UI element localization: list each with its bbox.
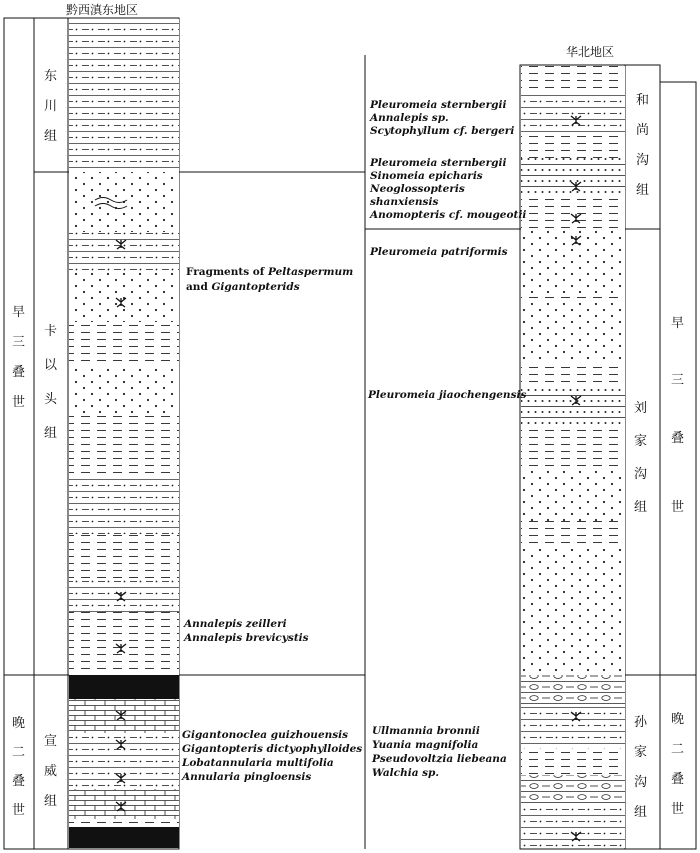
formation-heshanggou-3: 沟 <box>636 153 650 168</box>
epoch-early-triassic-right-1: 早 <box>671 316 685 331</box>
formation-kayitou-3: 头 <box>44 392 58 407</box>
epoch-late-permian-right-2: 二 <box>671 742 685 757</box>
formation-heshanggou-4: 组 <box>636 183 650 198</box>
fossil-sinomeia-epicharis: Sinomeia epicharis <box>370 170 483 182</box>
region-title-left: 黔西滇东地区 <box>66 3 139 17</box>
fossil-annularia-pingloensis: Annularia pingloensis <box>182 771 312 783</box>
left-frame <box>4 18 365 849</box>
epoch-late-permian-left-1: 晚 <box>12 716 26 731</box>
epoch-early-triassic-left-2: 三 <box>12 335 26 350</box>
epoch-late-permian-right-4: 世 <box>671 802 685 817</box>
formation-sunjiagou-2: 家 <box>634 745 648 760</box>
epoch-late-permian-left-3: 叠 <box>12 774 26 789</box>
epoch-late-permian-left-4: 世 <box>12 803 26 818</box>
formation-heshanggou-2: 尚 <box>636 123 650 138</box>
fossil-walchia-sp: Walchia sp. <box>372 767 440 779</box>
fossil-shanxiensis: shanxiensis <box>370 196 439 208</box>
fossil-kayitou-fragments: Fragments of Peltaspermum <box>186 266 354 278</box>
formation-liujiagou-3: 沟 <box>634 467 648 482</box>
fossil-gigantonoclea-guizhouensis: Gigantonoclea guizhouensis <box>182 729 349 741</box>
epoch-late-permian-right-1: 晚 <box>671 712 685 727</box>
fossil-scytophyllum-bergeri: Scytophyllum cf. bergeri <box>370 125 515 137</box>
fossil-ullmannia-bronnii: Ullmannia bronnii <box>372 725 480 737</box>
fossil-pleuromeia-jiaochengensis: Pleuromeia jiaochengensis <box>368 389 527 401</box>
formation-sunjiagou-3: 沟 <box>634 775 648 790</box>
formation-sunjiagou-4: 组 <box>634 805 648 820</box>
formation-liujiagou-1: 刘 <box>634 401 648 416</box>
epoch-early-triassic-right-2: 三 <box>671 373 685 388</box>
epoch-late-permian-right-3: 叠 <box>671 772 685 787</box>
formation-liujiagou-4: 组 <box>634 500 648 515</box>
fossil-name-gigantopterids: Gigantopterids <box>211 281 300 293</box>
fossil-annalepis-sp: Annalepis sp. <box>370 112 449 124</box>
formation-dongchuan-1: 东 <box>44 69 58 84</box>
epoch-late-permian-left-2: 二 <box>12 745 26 760</box>
formation-kayitou-4: 组 <box>44 426 58 441</box>
formation-xuanwei-3: 组 <box>44 794 58 809</box>
fossil-yuania-magnifolia: Yuania magnifolia <box>372 739 479 751</box>
fossil-name-peltaspermum: Peltaspermum <box>267 266 354 278</box>
epoch-early-triassic-left-4: 世 <box>12 395 26 410</box>
formation-xuanwei-1: 宣 <box>44 734 58 749</box>
formation-kayitou-2: 以 <box>44 358 58 373</box>
fossil-lobatannularia-multifolia: Lobatannularia multifolia <box>182 757 334 769</box>
formation-liujiagou-2: 家 <box>634 434 648 449</box>
formation-dongchuan-3: 组 <box>44 129 58 144</box>
epoch-early-triassic-left-1: 早 <box>12 305 26 320</box>
formation-heshanggou-1: 和 <box>636 93 650 108</box>
formation-dongchuan-2: 川 <box>44 99 58 114</box>
region-title-right: 华北地区 <box>566 45 615 59</box>
fossil-pleuromeia-sternbergii-1: Pleuromeia sternbergii <box>370 99 507 111</box>
epoch-early-triassic-left-3: 叠 <box>12 365 26 380</box>
fossil-annalepis-brevicystis: Annalepis brevicystis <box>184 632 309 644</box>
formation-xuanwei-2: 威 <box>44 764 58 779</box>
fossil-kayitou-gigantopterids: and Gigantopterids <box>186 281 300 293</box>
fossil-anomopteris-mougeotii: Anomopteris cf. mougeotii <box>370 209 527 221</box>
left-lithology-column <box>69 19 179 848</box>
fossil-annalepis-zeilleri: Annalepis zeilleri <box>184 618 287 630</box>
formation-kayitou-1: 卡 <box>44 324 58 339</box>
fossil-pleuromeia-sternbergii-2: Pleuromeia sternbergii <box>370 157 507 169</box>
fossil-pleuromeia-patriformis: Pleuromeia patriformis <box>370 246 508 258</box>
fossil-neoglossopteris: Neoglossopteris <box>370 183 465 195</box>
fossil-gigantopteris-dictyophylloides: Gigantopteris dictyophylloides <box>182 743 363 755</box>
epoch-early-triassic-right-3: 叠 <box>671 431 685 446</box>
formation-sunjiagou-1: 孙 <box>634 715 648 730</box>
epoch-early-triassic-right-4: 世 <box>671 500 685 515</box>
fossil-pseudovoltzia-liebeana: Pseudovoltzia liebeana <box>372 753 507 765</box>
